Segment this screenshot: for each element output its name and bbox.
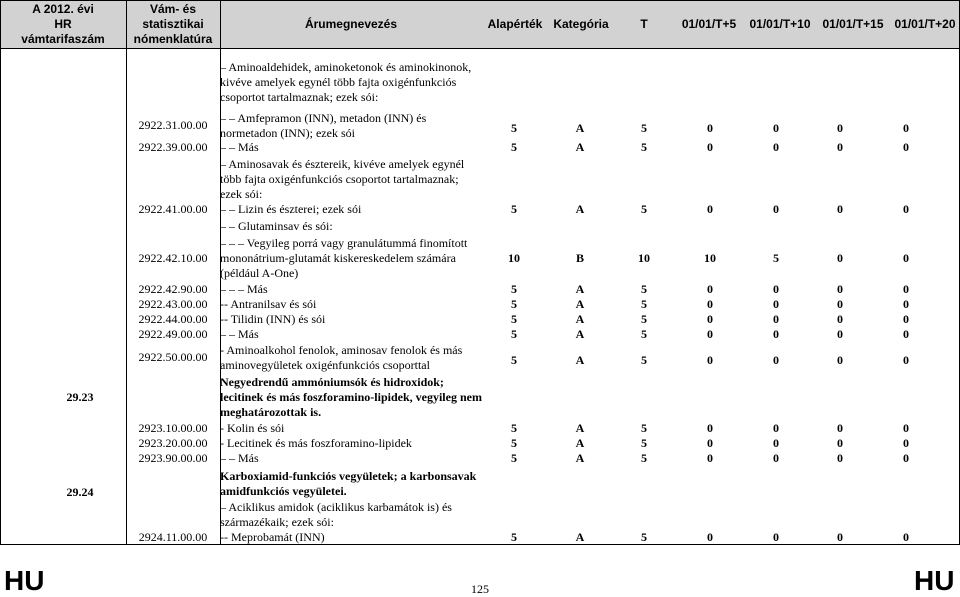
rate-base: 5 [511,353,517,367]
rate-t15: 0 [837,297,843,311]
item-description: – Aminosavak és észtereik, kivéve amelyek egynél több fajta oxigénfunkciós csoportot tartalmaznak; ezek sói: [220,157,465,201]
rate-t: 5 [641,202,647,216]
rate-t15: 0 [837,436,843,450]
table-header [0,0,960,49]
rate-t5: 0 [707,353,713,367]
rate-t: 5 [641,327,647,341]
rate-t15: 0 [837,312,843,326]
rate-t10: 0 [773,282,779,296]
rate-t20: 0 [903,140,909,154]
item-description: – Aciklikus amidok (aciklikus karbamátok is) és származékaik; ezek sói: [220,500,452,529]
rate-t: 5 [641,436,647,450]
item-description: -- Antranilsav és sói [220,297,317,311]
tariff-code: 2922.41.00.00 [138,202,208,216]
rate-t15: 0 [837,327,843,341]
page-number: 125 [471,582,489,596]
item-description: Karboxiamid-funkciós vegyületek; a karbonsavak amidfunkciós vegyületei. [220,469,477,498]
header-nomenclature: Vám- és statisztikai nómenklatúra [133,1,213,46]
header-t10: 01/01/T+10 [749,16,811,31]
rate-t: 5 [641,282,647,296]
header-base-rate: Alapérték [487,16,543,31]
item-description: – – Lizin és észterei; ezek sói [220,202,362,216]
rate-t20: 0 [903,312,909,326]
rate-t10: 0 [773,297,779,311]
rate-t: 5 [641,353,647,367]
item-description: – – – Más [220,282,268,296]
header-category: Kategória [553,16,609,31]
rate-base: 5 [511,327,517,341]
rate-t10: 0 [773,451,779,465]
rate-t15: 0 [837,140,843,154]
rate-t20: 0 [903,121,909,135]
table-border-top [0,0,960,1]
table-border-left [0,0,1,545]
item-description: – – Más [220,140,259,154]
rate-t15: 0 [837,251,843,265]
rate-base: 5 [511,282,517,296]
rate-t5: 0 [707,282,713,296]
rate-t20: 0 [903,251,909,265]
tariff-code: 2922.31.00.00 [138,118,208,132]
tariff-code: 2922.39.00.00 [138,140,208,154]
rate-t: 5 [641,421,647,435]
header-t15: 01/01/T+15 [822,16,884,31]
item-description: – – Más [220,451,259,465]
rate-t5: 10 [704,251,716,265]
rate-t15: 0 [837,353,843,367]
item-description: – – Más [220,327,259,341]
rate-t5: 0 [707,297,713,311]
rate-cat: A [575,530,585,544]
rate-t: 5 [641,297,647,311]
tariff-code: 2922.50.00.00 [138,350,208,364]
rate-t: 5 [641,140,647,154]
rate-cat: A [575,353,585,367]
item-description: Negyedrendű ammóniumsók és hidroxidok; lecitinek és más foszforamino-lipidek, vegyileg nem meghatározottak is. [220,375,482,419]
rate-t20: 0 [903,421,909,435]
rate-t20: 0 [903,451,909,465]
rate-t10: 0 [773,312,779,326]
item-description: – – Glutaminsav és sói: [220,219,333,233]
rate-t15: 0 [837,282,843,296]
tariff-code: 2923.90.00.00 [138,451,208,465]
rate-t15: 0 [837,121,843,135]
tariff-code: 2922.43.00.00 [138,297,208,311]
rate-t5: 0 [707,421,713,435]
item-description: – – – Vegyileg porrá vagy granulátummá finomított mononátrium-glutamát kiskereskedelem számára (például A-One) [220,236,468,280]
rate-t5: 0 [707,140,713,154]
rate-t: 5 [641,312,647,326]
country-mark-right: HU [914,565,955,596]
rate-t: 5 [641,121,647,135]
rate-t20: 0 [903,202,909,216]
rate-cat: A [575,451,585,465]
rate-t20: 0 [903,530,909,544]
rate-t20: 0 [903,327,909,341]
rate-t: 5 [641,530,647,544]
header-t: T [640,16,648,31]
rate-base: 5 [511,530,517,544]
item-description: - Lecitinek és más foszforamino-lipidek [220,436,412,450]
rate-t: 5 [641,451,647,465]
rate-t10: 0 [773,327,779,341]
tariff-code: 2924.11.00.00 [138,530,208,544]
rate-cat: A [575,202,585,216]
rate-base: 5 [511,202,517,216]
rate-t5: 0 [707,202,713,216]
rate-t15: 0 [837,421,843,435]
tariff-code: 2922.44.00.00 [138,312,208,326]
item-description: - Aminoalkohol fenolok, aminosav fenolok és más aminovegyületek oxigénfunkciós csoporttal [220,343,463,372]
rate-t5: 0 [707,530,713,544]
rate-t: 10 [638,251,650,265]
rate-t5: 0 [707,121,713,135]
rate-t10: 5 [773,251,779,265]
rate-base: 5 [511,312,517,326]
header-t5: 01/01/T+5 [681,16,737,31]
rate-base: 5 [511,140,517,154]
rate-cat: B [575,251,584,265]
rate-t5: 0 [707,327,713,341]
country-mark-left: HU [4,565,45,596]
rate-t15: 0 [837,451,843,465]
item-description: - Kolin és sói [220,421,285,435]
header-hr-code: A 2012. évi HR vámtarifaszám [21,1,105,46]
rate-t20: 0 [903,282,909,296]
rate-t15: 0 [837,530,843,544]
item-description: -- Tilidin (INN) és sói [220,312,326,326]
rate-t10: 0 [773,121,779,135]
rate-t10: 0 [773,140,779,154]
rate-base: 5 [511,421,517,435]
rate-t20: 0 [903,297,909,311]
rate-cat: A [575,297,585,311]
tariff-code: 2923.20.00.00 [138,436,208,450]
rate-t10: 0 [773,353,779,367]
rate-t5: 0 [707,436,713,450]
rate-t5: 0 [707,312,713,326]
tariff-code: 2922.49.00.00 [138,327,208,341]
tariff-code: 2923.10.00.00 [138,421,208,435]
rate-cat: A [575,436,585,450]
rate-t5: 0 [707,451,713,465]
hs-heading-code: 29.23 [66,390,94,404]
rate-base: 5 [511,297,517,311]
tariff-code: 2922.42.90.00 [138,282,208,296]
item-description: -- Meprobamát (INN) [220,530,325,544]
header-description: Árumegnevezés [304,16,398,31]
rate-t10: 0 [773,202,779,216]
tariff-code: 2922.42.10.00 [138,251,208,265]
item-description: – Aminoaldehidek, aminoketonok és aminokinonok, kivéve amelyek egynél több fajta oxigénfunkciós csoportot tartalmaznak; ezek sói: [220,60,472,104]
rate-t15: 0 [837,202,843,216]
rate-base: 5 [511,436,517,450]
header-t20: 01/01/T+20 [894,16,956,31]
rate-cat: A [575,327,585,341]
rate-base: 5 [511,121,517,135]
rate-cat: A [575,312,585,326]
rate-base: 10 [508,251,520,265]
rate-cat: A [575,282,585,296]
rate-t10: 0 [773,421,779,435]
rate-cat: A [575,121,585,135]
rate-t20: 0 [903,436,909,450]
rate-base: 5 [511,451,517,465]
rate-cat: A [575,140,585,154]
rate-t10: 0 [773,436,779,450]
item-description: – – Amfepramon (INN), metadon (INN) és normetadon (INN); ezek sói [220,111,427,140]
rate-t20: 0 [903,353,909,367]
rate-cat: A [575,421,585,435]
rate-t10: 0 [773,530,779,544]
hs-heading-code: 29.24 [66,484,94,499]
